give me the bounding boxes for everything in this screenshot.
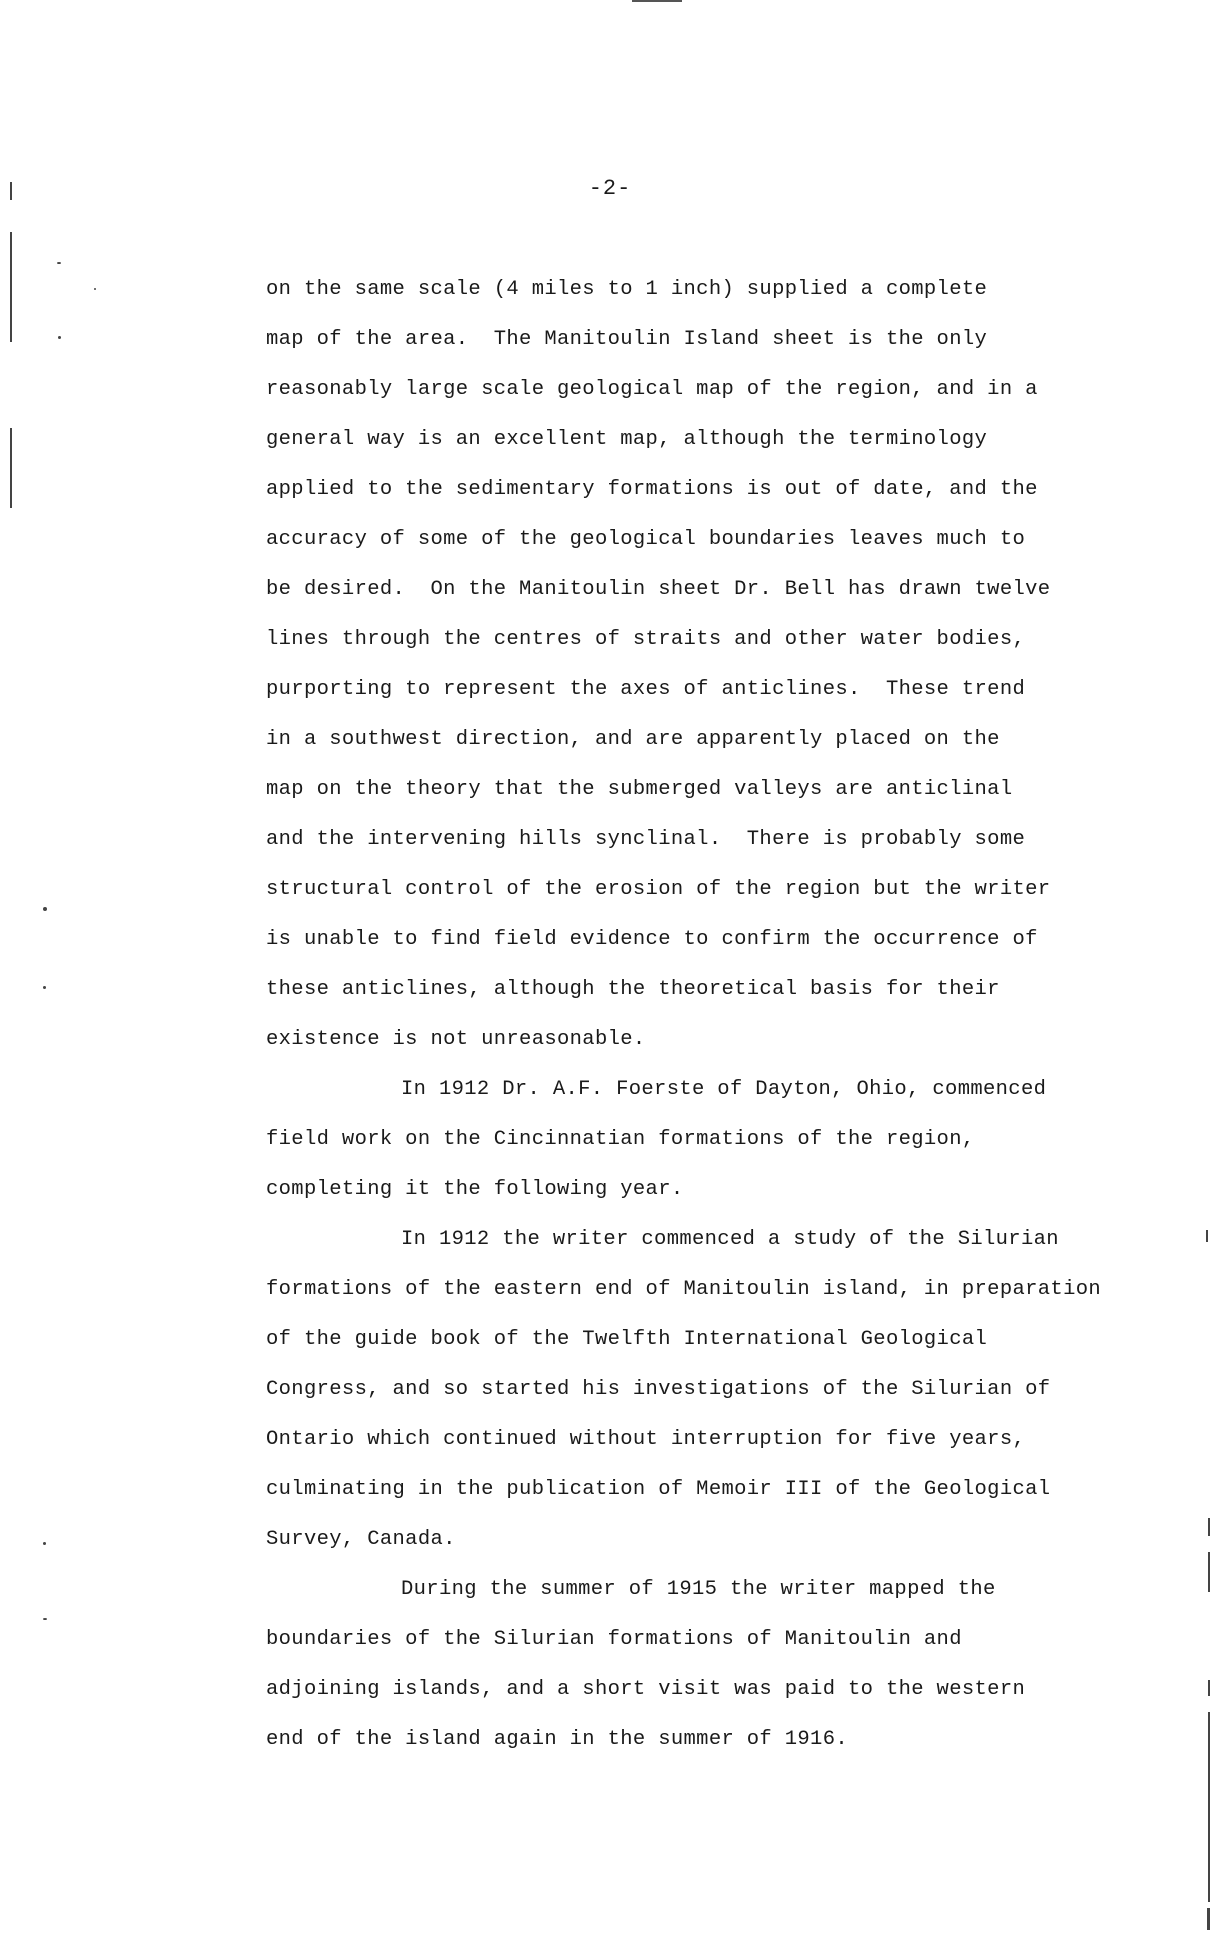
scan-artifact (1208, 1552, 1210, 1592)
text-line: applied to the sedimentary formations is out of date, and the (266, 478, 1038, 501)
scan-artifact (1208, 1712, 1210, 1902)
scan-artifact (1208, 1518, 1210, 1536)
text-line: culminating in the publication of Memoir III of the Geological (266, 1478, 1051, 1501)
scan-artifact (43, 986, 46, 989)
scan-artifact (1206, 1230, 1208, 1242)
text-line: map of the area. The Manitoulin Island sheet is the only (266, 328, 988, 351)
text-line: map on the theory that the submerged valleys are anticlinal (266, 778, 1013, 801)
text-line: these anticlines, although the theoretical basis for their (266, 978, 1000, 1001)
text-line: general way is an excellent map, although the terminology (266, 428, 988, 451)
scan-artifact (10, 428, 12, 508)
paragraph (266, 1072, 1166, 1222)
scan-artifact (58, 336, 61, 339)
paragraph (266, 1222, 1166, 1572)
text-line: During the summer of 1915 the writer mapped the (401, 1578, 996, 1601)
paragraph (266, 1572, 1166, 1772)
text-line: Survey, Canada. (266, 1528, 456, 1551)
text-line: existence is not unreasonable. (266, 1028, 646, 1051)
text-line: end of the island again in the summer of 1916. (266, 1728, 848, 1751)
page-number: -2- (588, 176, 632, 201)
text-line: formations of the eastern end of Manitoulin island, in preparation (266, 1278, 1102, 1301)
text-line: in a southwest direction, and are apparently placed on the (266, 728, 1000, 751)
text-line: on the same scale (4 miles to 1 inch) supplied a complete (266, 278, 988, 301)
text-line: Ontario which continued without interruption for five years, (266, 1428, 1026, 1451)
text-line: boundaries of the Silurian formations of Manitoulin and (266, 1628, 962, 1651)
text-line: accuracy of some of the geological boundaries leaves much to (266, 528, 1026, 551)
text-line: field work on the Cincinnatian formations of the region, (266, 1128, 975, 1151)
scan-artifact (94, 288, 96, 290)
text-line: In 1912 the writer commenced a study of the Silurian (401, 1228, 1059, 1251)
text-line: and the intervening hills synclinal. There is probably some (266, 828, 1026, 851)
scan-artifact (1208, 1680, 1210, 1696)
text-line: structural control of the erosion of the region but the writer (266, 878, 1051, 901)
text-line: of the guide book of the Twelfth International Geological (266, 1328, 988, 1351)
scan-artifact (43, 1542, 46, 1545)
scan-artifact (10, 232, 12, 342)
body-text (266, 272, 1166, 1772)
text-line: lines through the centres of straits and other water bodies, (266, 628, 1026, 651)
text-line: is unable to find field evidence to confirm the occurrence of (266, 928, 1038, 951)
scan-artifact (1207, 1908, 1210, 1930)
top-rule (632, 0, 682, 2)
scan-artifact (57, 262, 61, 264)
text-line: adjoining islands, and a short visit was paid to the western (266, 1678, 1026, 1701)
text-line: completing it the following year. (266, 1178, 684, 1201)
text-line: be desired. On the Manitoulin sheet Dr. Bell has drawn twelve (266, 578, 1051, 601)
text-line: reasonably large scale geological map of the region, and in a (266, 378, 1038, 401)
scan-artifact (43, 1618, 47, 1620)
text-line: purporting to represent the axes of anticlines. These trend (266, 678, 1026, 701)
text-line: Congress, and so started his investigations of the Silurian of (266, 1378, 1051, 1401)
text-line: In 1912 Dr. A.F. Foerste of Dayton, Ohio, commenced (401, 1078, 1047, 1101)
paragraph (266, 272, 1166, 1072)
scan-artifact (43, 907, 47, 911)
